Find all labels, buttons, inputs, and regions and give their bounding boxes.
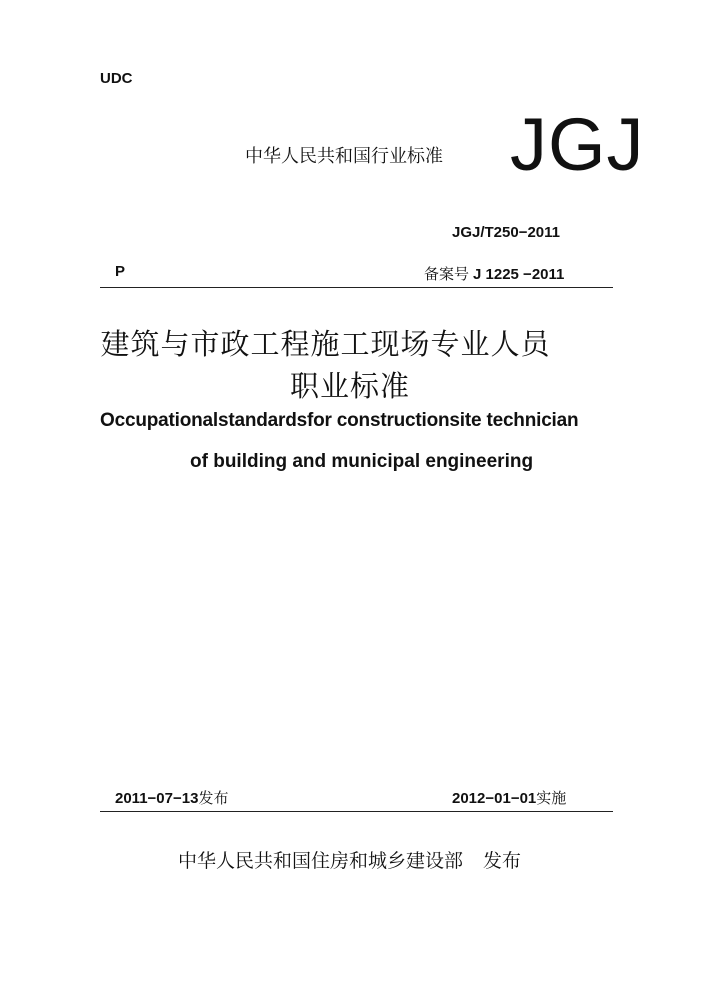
title-english-line-2: of building and municipal engineering <box>190 451 534 472</box>
filing-label: 备案号 <box>424 265 470 283</box>
issue-date-suffix: 发布 <box>198 789 229 807</box>
jgj-logo: JGJ <box>510 103 645 186</box>
classification-code: P <box>115 263 126 280</box>
publisher-name: 中华人民共和国住房和城乡建设部 <box>178 850 464 872</box>
effective-date-value: 2012−01−01 <box>452 790 537 807</box>
effective-date-suffix: 实施 <box>536 789 567 807</box>
issue-date-value: 2011−07−13 <box>115 790 199 807</box>
issuer-title: 中华人民共和国行业标准 <box>245 146 443 167</box>
publish-verb: 发布 <box>483 850 522 872</box>
effective-date <box>452 787 566 808</box>
title-chinese-line-1-text: 建筑与市政工程施工现场专业人员 <box>100 327 551 361</box>
footer-divider <box>100 811 613 812</box>
title-chinese-line-2: 职业标准 <box>290 369 411 403</box>
issue-date <box>115 787 228 808</box>
title-english-line-1: Occupationalstandardsfor constructionsite technician <box>100 410 579 431</box>
standard-number: JGJ/T250−2011 <box>452 224 561 241</box>
filing-number <box>424 263 564 284</box>
title-chinese-line-1 <box>0 322 707 363</box>
udc-label: UDC <box>100 70 133 87</box>
filing-code: J 1225 −2011 <box>473 266 565 283</box>
header-divider <box>100 287 613 288</box>
